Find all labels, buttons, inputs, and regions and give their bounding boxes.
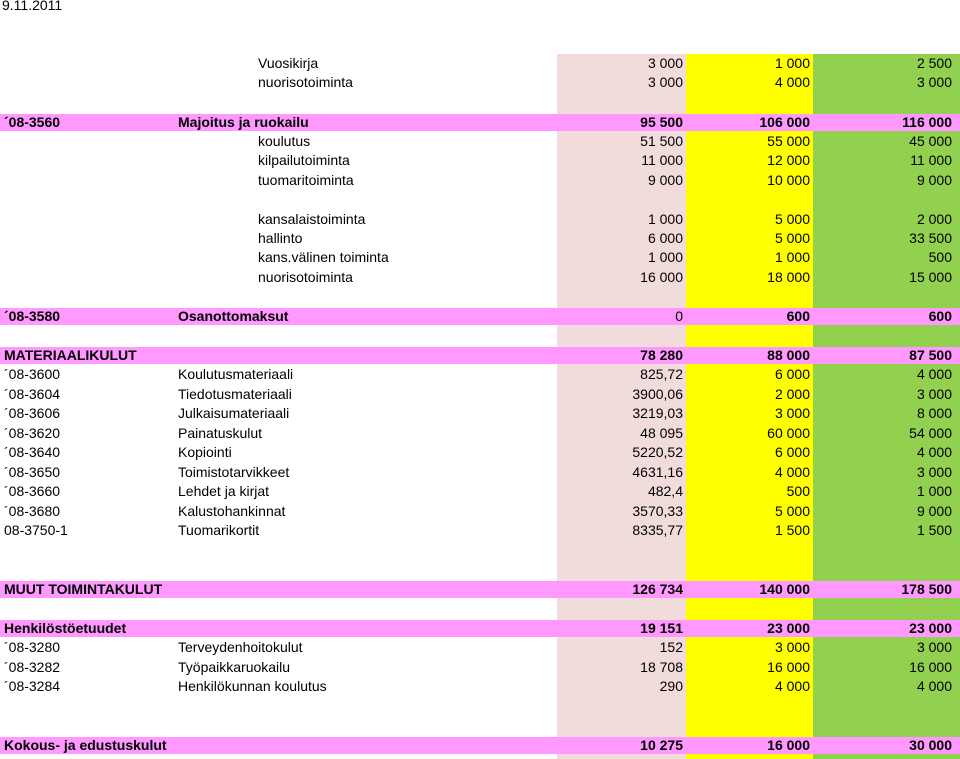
value-proposal: 54 000 (909, 425, 952, 441)
account-name: Painatuskulut (178, 425, 263, 441)
sub-item-name: koulutus (258, 133, 311, 149)
value-actual: 290 (659, 678, 683, 694)
value-proposal: 178 500 (901, 581, 952, 597)
value-budget: 1 000 (774, 55, 810, 71)
sub-item-name: tuomaritoiminta (258, 172, 354, 188)
account-name: Kalustohankinnat (178, 503, 286, 519)
account-code: ´08-3620 (4, 425, 61, 441)
account-code: ´08-3560 (4, 114, 61, 130)
account-name: Osanottomaksut (178, 308, 289, 324)
account-code: ´08-3640 (4, 444, 61, 460)
value-actual: 11 000 (641, 152, 683, 168)
account-code: ´08-3650 (4, 464, 61, 480)
table-row (0, 658, 960, 677)
value-proposal: 1 000 (916, 483, 952, 499)
value-budget: 16 000 (767, 737, 810, 753)
value-budget: 5 000 (774, 211, 810, 227)
section-row (0, 736, 960, 755)
value-budget: 3 000 (774, 405, 810, 421)
section-row (0, 580, 960, 599)
value-proposal: 4 000 (916, 366, 952, 382)
table-row (0, 463, 960, 482)
value-actual: 3219,03 (632, 405, 683, 421)
account-name: Terveydenhoitokulut (178, 639, 303, 655)
value-budget: 5 000 (774, 503, 810, 519)
value-proposal: 2 000 (916, 211, 952, 227)
value-actual: 95 500 (640, 114, 683, 130)
value-proposal: 30 000 (909, 737, 952, 753)
value-budget: 23 000 (767, 620, 810, 636)
table-row (0, 638, 960, 657)
value-budget: 600 (786, 308, 810, 324)
value-proposal: 23 000 (909, 620, 952, 636)
value-budget: 18 000 (767, 269, 810, 285)
value-budget: 1 500 (774, 522, 810, 538)
value-budget: 500 (786, 483, 810, 499)
value-actual: 825,72 (640, 366, 683, 382)
value-budget: 1 000 (774, 249, 810, 265)
value-budget: 6 000 (774, 444, 810, 460)
value-proposal: 87 500 (909, 347, 952, 363)
value-proposal: 15 000 (909, 269, 952, 285)
sub-item-name: kansalaistoiminta (258, 211, 366, 227)
account-code: ´08-3280 (4, 639, 61, 655)
value-budget: 4 000 (774, 678, 810, 694)
value-budget: 4 000 (774, 464, 810, 480)
account-code: 08-3750-1 (4, 522, 68, 538)
value-actual: 3570,33 (632, 503, 683, 519)
value-proposal: 2 500 (916, 55, 952, 71)
value-proposal: 9 000 (916, 503, 952, 519)
sub-item-name: Vuosikirja (258, 55, 319, 71)
account-code: ´08-3660 (4, 483, 61, 499)
value-budget: 4 000 (774, 74, 810, 90)
value-actual: 3 000 (647, 74, 683, 90)
table-row (0, 229, 960, 248)
account-name: Koulutusmateriaali (178, 366, 294, 382)
value-actual: 6 000 (647, 230, 683, 246)
value-proposal: 3 000 (916, 386, 952, 402)
value-actual: 78 280 (640, 347, 683, 363)
value-proposal: 11 000 (910, 152, 952, 168)
value-actual: 0 (675, 308, 683, 324)
value-proposal: 45 000 (909, 133, 952, 149)
account-name: Tiedotusmateriaali (178, 386, 292, 402)
value-proposal: 9 000 (916, 172, 952, 188)
print-date: 9.11.2011 (2, 0, 63, 13)
section-row (0, 346, 960, 365)
value-proposal: 3 000 (916, 639, 952, 655)
account-name: Tuomarikortit (178, 522, 260, 538)
table-row (0, 73, 960, 92)
value-actual: 482,4 (647, 483, 683, 499)
value-actual: 19 151 (640, 620, 683, 636)
account-code: ´08-3600 (4, 366, 61, 382)
account-code: MUUT TOIMINTAKULUT (4, 581, 163, 597)
value-proposal: 8 000 (916, 405, 952, 421)
table-row (0, 132, 960, 151)
account-name: Lehdet ja kirjat (178, 483, 270, 499)
table-row (0, 385, 960, 404)
sub-item-name: kans.välinen toiminta (258, 249, 389, 265)
value-proposal: 116 000 (902, 114, 952, 130)
section-row (0, 619, 960, 638)
value-proposal: 33 500 (909, 230, 952, 246)
value-actual: 8335,77 (632, 522, 683, 538)
account-code: ´08-3606 (4, 405, 61, 421)
value-budget: 10 000 (767, 172, 810, 188)
value-budget: 88 000 (767, 347, 810, 363)
value-actual: 18 708 (640, 659, 683, 675)
value-actual: 5220,52 (632, 444, 683, 460)
table-row (0, 482, 960, 501)
section-row (0, 307, 960, 326)
table-row (0, 210, 960, 229)
value-actual: 9 000 (647, 172, 683, 188)
value-actual: 152 (659, 639, 683, 655)
account-code: ´08-3680 (4, 503, 61, 519)
account-name: Toimistotarvikkeet (178, 464, 290, 480)
value-budget: 5 000 (774, 230, 810, 246)
table-row (0, 502, 960, 521)
value-budget: 16 000 (767, 659, 810, 675)
value-actual: 1 000 (647, 211, 683, 227)
value-actual: 51 500 (640, 133, 683, 149)
sub-item-name: kilpailutoiminta (258, 152, 350, 168)
table-row (0, 268, 960, 287)
account-name: Kopiointi (178, 444, 232, 460)
account-name: Työpaikkaruokailu (178, 659, 291, 675)
value-actual: 126 734 (632, 581, 683, 597)
value-budget: 140 000 (759, 581, 810, 597)
value-actual: 16 000 (640, 269, 683, 285)
value-budget: 3 000 (774, 639, 810, 655)
value-actual: 10 275 (640, 737, 683, 753)
sub-item-name: nuorisotoiminta (258, 269, 353, 285)
sub-item-name: hallinto (258, 230, 303, 246)
account-code: ´08-3282 (4, 659, 61, 675)
section-row (0, 113, 960, 132)
account-code: MATERIAALIKULUT (4, 347, 137, 363)
account-name: Julkaisumateriaali (178, 405, 290, 421)
account-code: ´08-3604 (4, 386, 61, 402)
value-proposal: 1 500 (916, 522, 952, 538)
table-row (0, 424, 960, 443)
value-proposal: 4 000 (916, 678, 952, 694)
value-proposal: 16 000 (909, 659, 952, 675)
table-row (0, 171, 960, 190)
value-budget: 60 000 (767, 425, 810, 441)
table-row (0, 443, 960, 462)
table-row (0, 54, 960, 73)
value-proposal: 3 000 (916, 74, 952, 90)
value-budget: 106 000 (759, 114, 810, 130)
table-row (0, 365, 960, 384)
account-name: Majoitus ja ruokailu (178, 114, 309, 130)
account-code: Kokous- ja edustuskulut (4, 737, 167, 753)
value-actual: 48 095 (640, 425, 683, 441)
table-row (0, 677, 960, 696)
account-code: Henkilöstöetuudet (4, 620, 127, 636)
value-actual: 3 000 (647, 55, 683, 71)
value-proposal: 600 (928, 308, 952, 324)
value-actual: 4631,16 (632, 464, 683, 480)
table-row (0, 404, 960, 423)
value-actual: 3900,06 (632, 386, 683, 402)
value-proposal: 3 000 (916, 464, 952, 480)
value-budget: 12 000 (767, 152, 810, 168)
value-proposal: 4 000 (916, 444, 952, 460)
account-name: Henkilökunnan koulutus (178, 678, 327, 694)
account-code: ´08-3284 (4, 678, 61, 694)
table-row (0, 248, 960, 267)
value-actual: 1 000 (647, 249, 683, 265)
value-budget: 6 000 (774, 366, 810, 382)
table-row (0, 151, 960, 170)
sub-item-name: nuorisotoiminta (258, 74, 353, 90)
account-code: ´08-3580 (4, 308, 61, 324)
value-proposal: 500 (928, 249, 952, 265)
value-budget: 55 000 (767, 133, 810, 149)
table-row (0, 521, 960, 540)
value-budget: 2 000 (774, 386, 810, 402)
